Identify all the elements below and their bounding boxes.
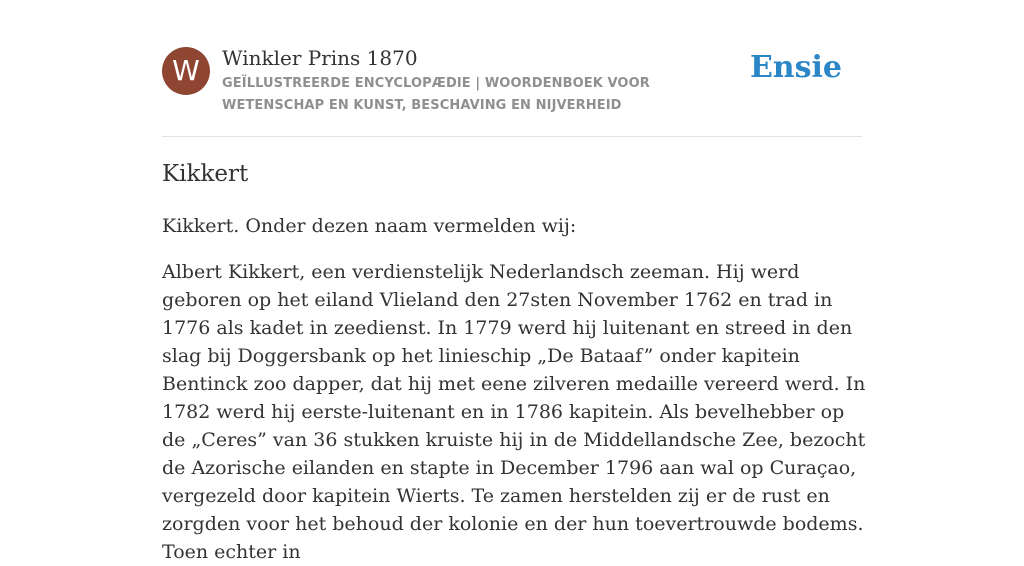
- article-title: Kikkert: [162, 161, 249, 187]
- article-paragraph: Albert Kikkert, een verdienstelijk Nederlandsch zeeman. Hij werd geboren op het eiland Vlieland den 27sten November 1762 en trad in 1776 als kadet in zeedienst. In 1779 werd hij luitenant en streed in den slag bij Doggersbank op het linieschip „De Bataaf” onder kapitein Bentinck zoo dapper, dat hij met eene zilveren medaille vereerd werd. In 1782 werd hij eerste-luitenant en in 1786 kapitein. Als bevelhebber op de „Ceres” van 36 stukken kruiste hij in de Middellandsche Zee, bezocht de Azorische eilanden en stapte in December 1796 aan wal op Curaçao, vergezeld door kapitein Wierts. Te zamen herstelden zij er de rust en zorgden voor het behoud der kolonie en der hun toevertrouwde bodems. Toen echter in: [162, 261, 866, 563]
- source-avatar[interactable]: W: [162, 47, 210, 95]
- source-subtitle: GEÏLLUSTREERDE ENCYCLOPÆDIE | WOORDENBOEK VOOR WETENSCHAP EN KUNST, BESCHAVING EN NIJVERHEID: [222, 76, 650, 113]
- article: [162, 158, 866, 566]
- source-title[interactable]: Winkler Prins 1870: [222, 46, 418, 70]
- ensie-logo-link[interactable]: Ensie: [749, 50, 842, 85]
- source-header: [162, 44, 862, 137]
- article-intro: Kikkert. Onder dezen naam vermelden wij:: [162, 215, 577, 237]
